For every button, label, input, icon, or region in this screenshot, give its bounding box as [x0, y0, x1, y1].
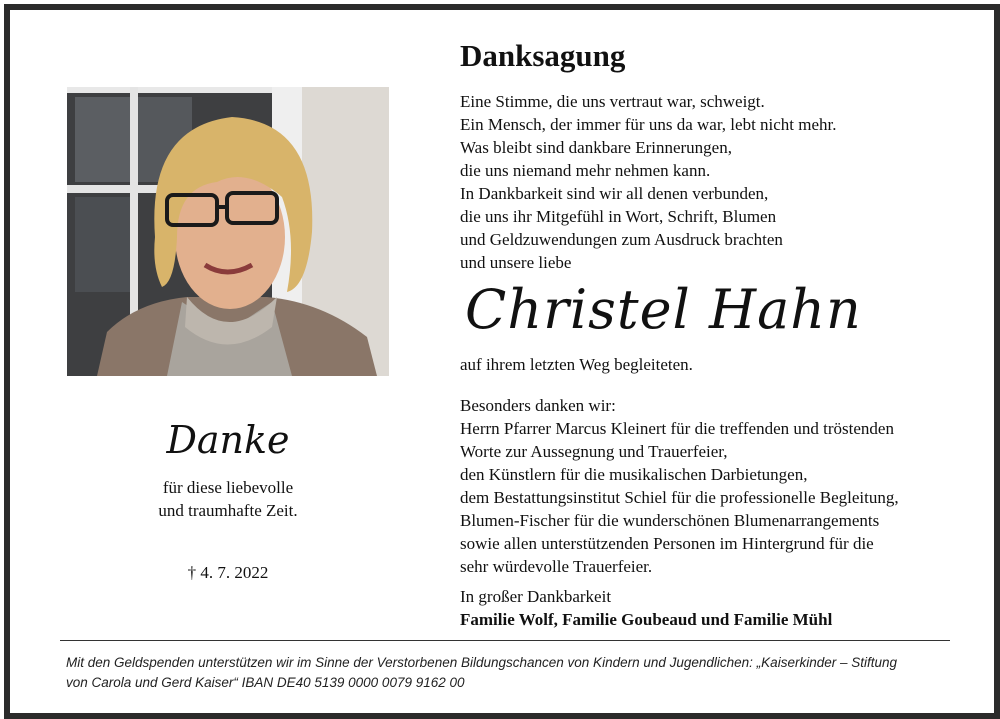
danke-subtext	[67, 476, 389, 522]
thanks-line: sehr würdevolle Trauerfeier.	[460, 557, 653, 576]
notice-frame	[4, 4, 1000, 719]
thanks-intro: Besonders danken wir:	[460, 396, 616, 415]
poem	[460, 90, 837, 274]
poem-line: Ein Mensch, der immer für uns da war, lebt nicht mehr.	[460, 115, 837, 134]
thanks-line: dem Bestattungsinstitut Schiel für die professionelle Begleitung,	[460, 488, 899, 507]
portrait-photo	[67, 87, 389, 376]
divider	[60, 640, 950, 641]
closing-text: In großer Dankbarkeit	[460, 587, 612, 606]
poem-line: die uns ihr Mitgefühl in Wort, Schrift, Blumen	[460, 207, 777, 226]
death-date: † 4. 7. 2022	[187, 563, 269, 582]
danke-subtext-line-2: und traumhafte Zeit.	[158, 501, 298, 520]
family-signature: Familie Wolf, Familie Goubeaud und Familie Mühl	[460, 610, 833, 629]
thanks-line: Herrn Pfarrer Marcus Kleinert für die treffenden und tröstenden	[460, 419, 894, 438]
footer-line-1: Mit den Geldspenden unterstützen wir im Sinne der Verstorbenen Bildungschancen von Kindern und Jugendlichen: „Kaiserkinder – Stiftung	[66, 655, 898, 670]
poem-line: Eine Stimme, die uns vertraut war, schweigt.	[460, 92, 765, 111]
page-title: Danksagung	[460, 38, 626, 73]
poem-line: und Geldzuwendungen zum Ausdruck brachten	[460, 230, 783, 249]
footer-line-2: von Carola und Gerd Kaiser“ IBAN DE40 5139 0000 0079 9162 00	[66, 675, 465, 690]
deceased-name: Christel Hahn	[465, 278, 862, 341]
after-name-text: auf ihrem letzten Weg begleiteten.	[460, 355, 693, 374]
poem-line: In Dankbarkeit sind wir all denen verbunden,	[460, 184, 769, 203]
thanks-line: Blumen-Fischer für die wunderschönen Blumenarrangements	[460, 511, 880, 530]
danke-subtext-line-1: für diese liebevolle	[162, 478, 294, 497]
portrait-illustration	[67, 87, 389, 376]
thanks-section	[460, 394, 899, 578]
donation-footer	[66, 653, 946, 693]
poem-line: die uns niemand mehr nehmen kann.	[460, 161, 711, 180]
thanks-line: Worte zur Aussegnung und Trauerfeier,	[460, 442, 728, 461]
poem-line: und unsere liebe	[460, 253, 572, 272]
danke-heading: Danke	[166, 418, 290, 462]
poem-line: Was bleibt sind dankbare Erinnerungen,	[460, 138, 732, 157]
thanks-line: sowie allen unterstützenden Personen im Hintergrund für die	[460, 534, 874, 553]
thanks-line: den Künstlern für die musikalischen Darbietungen,	[460, 465, 808, 484]
closing-section	[460, 585, 832, 631]
